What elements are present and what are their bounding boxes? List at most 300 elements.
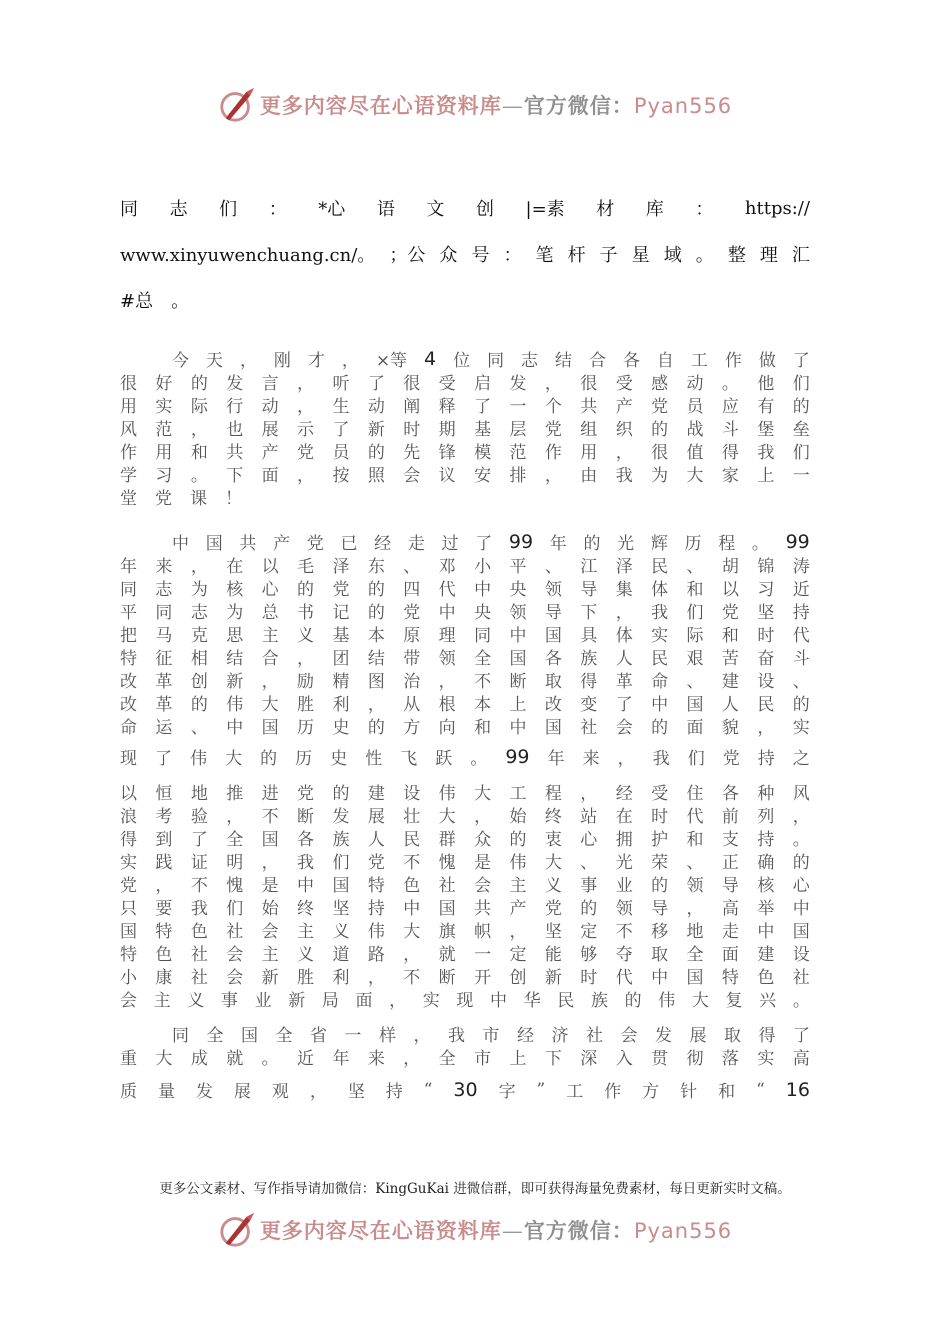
text-token: 体 [651,580,669,600]
text-token: ， [190,420,208,440]
text-token: 大 [691,991,709,1011]
text-token: ， [309,1082,327,1102]
text-token: 中 [438,603,456,623]
text-token: 色 [155,945,173,965]
text-token: 伟 [226,695,244,715]
text-token: 大 [474,784,492,804]
text-token: 风 [120,420,137,440]
text-token: 党 [403,603,421,623]
text-token: 质 [120,1082,137,1102]
text-token: 范 [509,443,527,463]
text-line [120,780,810,803]
text-token: 展 [689,1026,707,1046]
banner-dash: — [501,1219,524,1243]
text-token: 观 [271,1082,289,1102]
text-token: 中 [757,922,775,942]
text-token: 会 [226,945,244,965]
text-token: 四 [403,580,421,600]
text-token: 。 [171,291,190,312]
text-token: 社 [586,1026,603,1046]
text-token: 新 [544,968,562,988]
text-token: 发 [226,374,244,394]
text-line [120,745,810,768]
text-token: 历 [295,749,313,769]
text-token: 大 [544,853,562,873]
text-token: ： [268,199,287,220]
text-token: 不 [403,968,421,988]
text-token: 同 [155,603,173,623]
text-token: 导 [721,876,739,896]
text-token: 持 [792,603,810,623]
text-token: 共 [580,397,598,417]
text-token: 们 [332,853,350,873]
text-line [120,530,810,553]
text-token: 各 [721,784,739,804]
text-token: 帜 [474,922,492,942]
paragraph-2-continued [120,745,810,768]
text-token: 实 [422,991,440,1011]
text-token: 国 [438,899,456,919]
text-token: ， [261,853,279,873]
text-token: 下 [226,466,244,486]
text-token: 央 [509,580,527,600]
text-token: 义 [332,922,350,942]
text-token: 结 [367,649,385,669]
text-line [120,1045,810,1068]
banner-wechat-id: Pyan556 [633,1219,733,1243]
text-token: 历 [684,534,702,554]
text-token: 照 [367,466,385,486]
text-token: 新 [367,420,385,440]
text-token: ， [367,695,385,715]
text-token: 面 [686,718,704,738]
text-token: 道 [332,945,350,965]
text-token: 生 [332,397,350,417]
text-token: 下 [580,603,598,623]
text-token: 的 [332,784,350,804]
text-token: 持 [367,899,385,919]
text-token: 央 [474,603,492,623]
text-token: 义 [187,991,205,1011]
text-token: ， [297,466,315,486]
text-token: 言 [261,374,279,394]
text-token: 的 [367,580,385,600]
text-token: 听 [332,374,350,394]
text-token: 产 [509,899,527,919]
text-token: ， [389,991,407,1011]
text-token: 群 [438,830,456,850]
text-token: 会 [615,718,633,738]
text-token: 范 [155,420,173,440]
text-token: 改 [120,672,137,692]
text-token: 、 [792,672,810,692]
text-token: 中 [297,876,315,896]
text-token: 很 [580,374,598,394]
text-token: 始 [509,807,527,827]
text-token: 济 [551,1026,569,1046]
text-token: 征 [155,649,173,669]
text-token: 志 [190,603,208,623]
text-token: 的 [651,876,669,896]
text-token: 。 [261,1049,279,1069]
text-token: 社 [190,945,208,965]
text-token: 荣 [651,853,669,873]
text-token: 众 [439,245,458,266]
text-line [120,668,810,691]
text-token: 深 [580,1049,598,1069]
text-token: 是 [261,876,279,896]
text-token: 文 [426,199,445,220]
text-token: 汇 [791,245,810,266]
text-line [120,185,810,231]
text-token: 际 [190,397,208,417]
text-token: 共 [239,534,257,554]
text-token: 主 [297,922,315,942]
text-token: 安 [474,466,492,486]
text-token: 省 [310,1026,327,1046]
text-token: 党 [155,489,172,509]
text-token: 值 [686,443,704,463]
text-token: 全 [226,830,244,850]
text-token: 们 [686,603,704,623]
paragraph-3-continued [120,1078,810,1101]
text-token: 特 [367,876,385,896]
text-line [120,416,810,439]
text-token: 以 [721,580,739,600]
text-token: 展 [261,420,279,440]
text-token: ” [536,1079,546,1100]
text-token: 杆 [567,245,586,266]
text-token: 启 [474,374,492,394]
text-token: 族 [332,830,350,850]
text-token: ， [615,603,633,623]
text-token: 旗 [438,922,456,942]
text-token: 下 [544,1049,562,1069]
text-token: 取 [544,672,562,692]
text-token: 国 [686,968,704,988]
text-token: 受 [438,374,456,394]
text-token: 的 [297,580,315,600]
text-token: 平 [120,603,137,623]
text-token: 了 [367,374,385,394]
text-token: 共 [226,443,244,463]
text-token: 堡 [757,420,775,440]
text-token: 的 [509,830,527,850]
text-token: 了 [332,420,350,440]
banner-main-text: 更多内容尽在心语资料库 [259,1218,502,1243]
text-token: 相 [190,649,208,669]
text-token: 变 [580,695,598,715]
text-token: 用 [155,443,173,463]
text-token: 国 [120,922,137,942]
text-token: 验 [190,807,208,827]
text-token: 持 [757,749,775,769]
text-token: 举 [757,899,775,919]
text-token: 的 [583,534,601,554]
text-token: ， [261,672,279,692]
text-token: 。 [792,991,810,1011]
text-token: 经 [615,784,633,804]
text-token: 就 [226,1049,244,1069]
text-token: 各 [622,351,640,371]
text-token: 的 [624,991,642,1011]
text-token: ， [403,945,421,965]
text-token: 国 [241,1026,258,1046]
text-token: 列 [757,807,775,827]
text-token: 期 [438,420,456,440]
text-token: 坚 [332,899,350,919]
paragraph-2 [120,530,810,737]
text-token: 特 [120,945,137,965]
text-token: 们 [687,749,705,769]
text-token: 和 [718,1082,736,1102]
text-token: 走 [407,534,425,554]
text-token: 习 [155,466,173,486]
text-token: 色 [190,922,208,942]
text-token: 年 [120,557,137,577]
text-token: 笔 [535,245,554,266]
text-token: 革 [155,672,173,692]
text-token: ， [297,397,315,417]
text-token: 艰 [686,649,704,669]
text-token: 东 [367,557,385,577]
text-token: 发 [655,1026,672,1046]
text-line [120,553,810,576]
text-token: 年 [547,749,565,769]
text-token: 恒 [155,784,173,804]
text-token: 面 [721,945,739,965]
text-token: 以 [120,784,137,804]
text-token: 的 [367,718,385,738]
text-token: ， [544,374,562,394]
text-token: 胜 [297,968,315,988]
text-line [120,231,810,277]
text-line [120,849,810,872]
text-token: ， [413,1026,431,1046]
text-token: ， [155,876,173,896]
text-token: 全 [686,945,704,965]
text-token: 业 [254,991,272,1011]
text-token: 正 [721,853,739,873]
text-token: 坚 [347,1082,365,1102]
text-token: 我 [651,603,669,623]
text-token: 同 [487,351,505,371]
text-token: 改 [120,695,137,715]
text-token: 了 [475,534,493,554]
paragraph-2-end [120,780,810,1010]
text-token: 党 [332,580,350,600]
text-token: 现 [456,991,474,1011]
text-token: 国 [261,718,279,738]
text-token: 衷 [544,830,562,850]
text-token: 合 [261,649,279,669]
banner-sub-text: 官方微信： [523,1218,634,1243]
text-token: 社 [226,922,244,942]
text-token: 地 [190,784,208,804]
text-token: 。 [792,830,810,850]
text-token: 展 [233,1082,251,1102]
text-token: 民 [557,991,575,1011]
text-token: 们 [219,199,238,220]
text-token: 感 [651,374,669,394]
text-token: 辉 [650,534,668,554]
text-line [120,1078,810,1101]
text-token: 动 [367,397,385,417]
text-line [120,370,810,393]
text-token: 也 [226,420,244,440]
text-token: |=素 [525,199,565,220]
text-token: 夺 [615,945,633,965]
text-token: 践 [155,853,173,873]
text-token: 全 [474,649,492,669]
text-token: ， [580,784,598,804]
text-line [120,462,810,485]
text-token: 们 [792,374,810,394]
text-line [120,872,810,895]
text-token: 我 [615,466,633,486]
text-token: 党 [297,784,315,804]
text-token: 走 [721,922,739,942]
text-token: 堂 [120,489,137,509]
text-token: 组 [580,420,598,440]
text-token: ， [438,672,456,692]
text-token: 进 [261,784,279,804]
text-token: 材 [596,199,615,220]
text-token: 作 [724,351,742,371]
text-token: 新 [261,968,279,988]
text-token: 大 [225,749,243,769]
text-token: 程 [544,784,562,804]
text-token: 小 [474,557,492,577]
text-token: 的 [792,695,810,715]
text-token: 始 [261,899,279,919]
text-token: 很 [651,443,669,463]
text-token: 会 [226,968,244,988]
text-token: 为 [190,580,208,600]
text-token: 受 [615,374,633,394]
text-token: 和 [721,626,739,646]
text-token: 核 [226,580,244,600]
text-token: ， [757,718,775,738]
text-token: 时 [757,626,775,646]
text-token: 民 [651,649,669,669]
bottom-watermark-banner [0,1208,950,1252]
text-token: 主 [509,876,527,896]
text-token: 课 [190,489,207,509]
text-line [120,576,810,599]
text-token: 能 [544,945,562,965]
text-token: 局 [321,991,339,1011]
text-token: 命 [651,672,669,692]
text-token: 社 [438,876,456,896]
text-line [120,987,810,1010]
text-token: ， [226,807,244,827]
text-token: ， [509,922,527,942]
text-token: 创 [190,672,208,692]
text-token: ： [503,245,522,266]
text-token: 利 [332,695,350,715]
text-token: 他 [757,374,775,394]
text-token: 的 [651,420,669,440]
text-token: 心 [580,830,598,850]
text-token: 同 [474,626,492,646]
text-token: 层 [509,420,527,440]
text-token: 模 [474,443,492,463]
text-token: 动 [686,374,704,394]
quill-logo-icon [218,1211,256,1249]
text-token: 新 [226,672,244,692]
text-token: 在 [615,807,633,827]
text-token: 革 [155,695,173,715]
text-token: 刚 [273,351,291,371]
text-token: 语 [376,199,395,220]
text-token: 发 [509,374,527,394]
text-token: 愧 [438,853,456,873]
text-token: 会 [620,1026,638,1046]
banner-wechat-id: Pyan556 [633,94,733,118]
text-token: 号 [471,245,490,266]
text-token: 特 [120,649,137,669]
text-token: 的 [792,397,810,417]
text-token: 书 [297,603,315,623]
text-token: 就 [438,945,456,965]
text-token: 时 [580,968,598,988]
text-token: 集 [615,580,633,600]
text-token: 把 [120,626,137,646]
text-token: 示 [297,420,315,440]
text-token: 工 [509,784,527,804]
text-token: 领 [686,876,704,896]
text-line [120,691,810,714]
text-token: 、 [580,853,598,873]
text-token: 了 [155,749,173,769]
text-token: 国 [332,876,350,896]
text-token: 作 [120,443,137,463]
text-token: #总 [120,291,154,312]
text-token: 只 [120,899,137,919]
text-token: 站 [580,807,598,827]
top-watermark-banner [0,83,950,127]
text-token: 得 [721,443,739,463]
text-token: 重 [120,1049,137,1069]
text-token: 才 [307,351,325,371]
text-token: 来 [367,1049,385,1069]
text-token: 兴 [759,991,777,1011]
text-token: 建 [367,784,385,804]
text-token: 事 [220,991,238,1011]
text-token: 了 [474,397,492,417]
text-token: 平 [509,557,527,577]
text-token: 特 [155,922,173,942]
text-token: 党 [544,420,562,440]
text-token: 光 [615,853,633,873]
text-token: 今 [172,351,189,371]
text-token: 我 [652,749,670,769]
text-token: 同 [120,199,138,220]
text-token: 合 [588,351,606,371]
text-token: 小 [120,968,137,988]
text-token: 的 [651,718,669,738]
text-token: 党 [297,443,315,463]
text-token: 伟 [509,853,527,873]
text-token: 泽 [615,557,633,577]
text-token: 中 [509,626,527,646]
text-token: ， [341,351,359,371]
text-line [120,599,810,622]
text-token: 志 [155,580,173,600]
text-token: 色 [403,876,421,896]
text-token: 原 [403,626,421,646]
